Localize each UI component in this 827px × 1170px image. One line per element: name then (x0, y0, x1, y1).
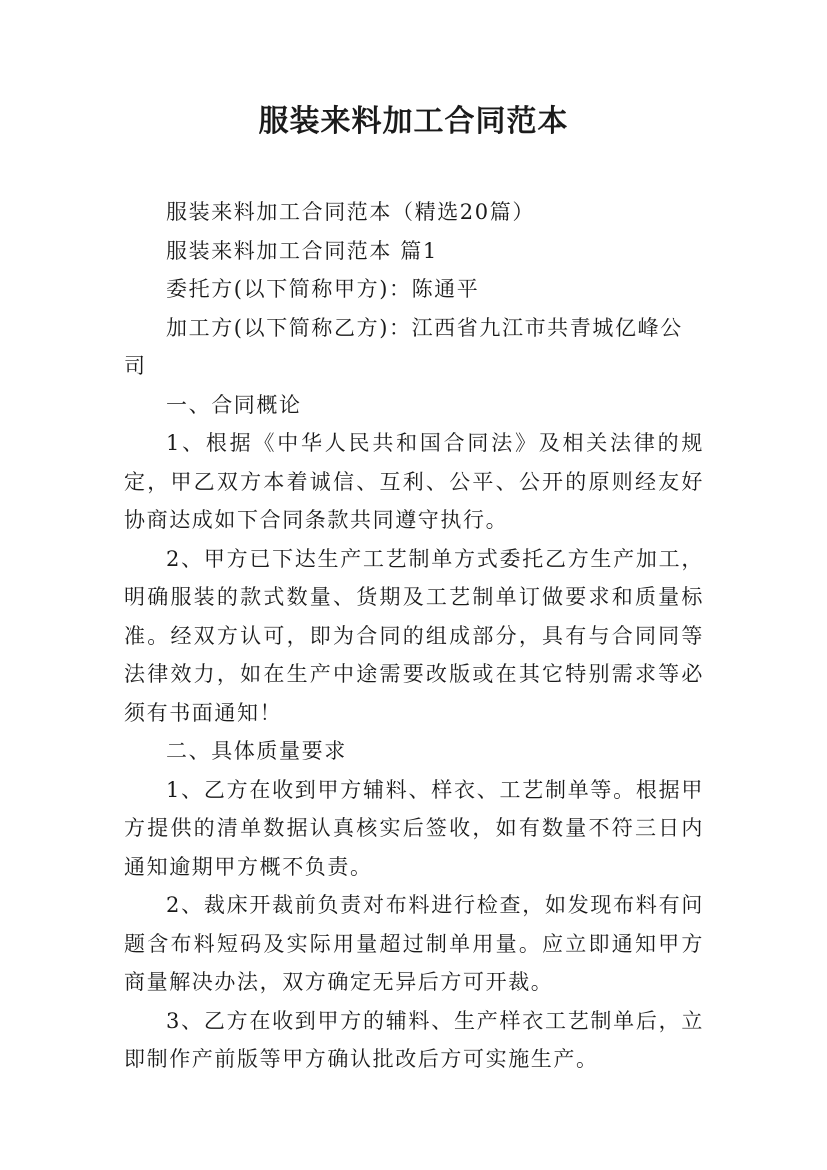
paragraph-clause-2-3: 3、乙方在收到甲方的辅料、生产样衣工艺制单后，立即制作产前版等甲方确认批改后方可实施生产。 (124, 1008, 704, 1071)
party-b-line: 加工方(以下简称乙方)：江西省九江市共青城亿峰公司 (124, 315, 683, 378)
paragraph-clause-1-2: 2、甲方已下达生产工艺制单方式委托乙方生产加工，明确服装的款式数量、货期及工艺制单订做要求和质量标准。经双方认可，即为合同的组成部分，具有与合同同等法律效力，如在生产中途需要改版或在其它特别需求等必须有书面通知！ (124, 546, 704, 725)
subtitle-line: 服装来料加工合同范本（精选20篇） (166, 200, 535, 224)
section-heading: 服装来料加工合同范本 篇1 (166, 238, 438, 263)
paragraph-clause-2-2: 2、裁床开裁前负责对布料进行检查，如发现布料有问题含布料短码及实际用量超过制单用量。应立即通知甲方商量解决办法，双方确定无异后方可开裁。 (124, 893, 704, 994)
document-title: 服装来料加工合同范本 (258, 104, 569, 139)
paragraph-clause-2-1: 1、乙方在收到甲方辅料、样衣、工艺制单等。根据甲方提供的清单数据认真核实后签收，如有数量不符三日内通知逾期甲方概不负责。 (124, 777, 704, 879)
document-body (124, 193, 704, 1079)
paragraph-clause-1-1: 1、根据《中华人民共和国合同法》及相关法律的规定，甲乙双方本着诚信、互利、公平、公开的原则经友好协商达成如下合同条款共同遵守执行。 (124, 431, 704, 532)
section-heading-overview: 一、合同概论 (166, 392, 302, 417)
party-a-line: 委托方(以下简称甲方)：陈通平 (166, 277, 480, 301)
section-heading-quality: 二、具体质量要求 (166, 739, 347, 763)
